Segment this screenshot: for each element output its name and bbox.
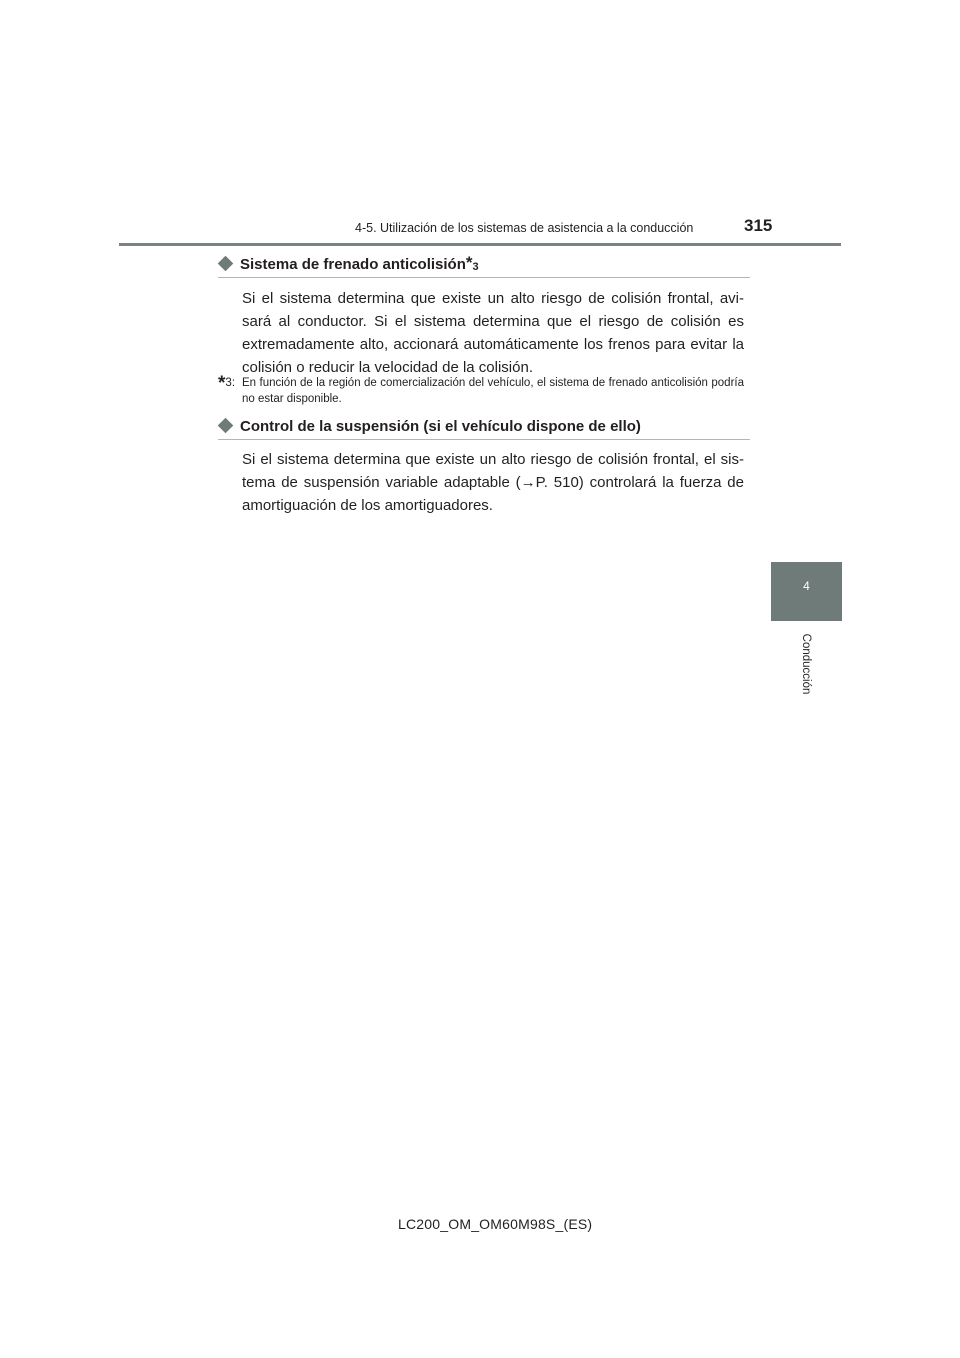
footnote-separator: : bbox=[231, 377, 236, 389]
chapter-tab-label: Conducción bbox=[800, 633, 812, 695]
section-paragraph-collision-braking: Si el sistema determina que existe un alto riesgo de colisión frontal, avi-sará al conductor. Si el sistema determina que el riesgo de colisión es extremadamente alto, accionará automáticamente los frenos para evitar la colisión o reducir la velocidad de la colisión. bbox=[242, 290, 744, 376]
footnote-number: 3 bbox=[225, 377, 232, 389]
page-number: 315 bbox=[744, 216, 773, 235]
header-section-title: 4-5. Utilización de los sistemas de asistencia a la conducción bbox=[355, 221, 694, 235]
chapter-tab bbox=[771, 562, 842, 621]
section-paragraph-suspension-control: Si el sistema determina que existe un alto riesgo de colisión frontal, el sis-tema de suspensión variable adaptable (→P. 510) controlará la fuerza de amortiguación de los amortiguadores. bbox=[242, 451, 744, 514]
diamond-bullet-icon bbox=[218, 418, 234, 434]
header-rule bbox=[119, 243, 841, 246]
heading-footnote-star: * bbox=[465, 253, 473, 272]
chapter-tab-number: 4 bbox=[803, 579, 810, 593]
heading-footnote-number: 3 bbox=[472, 261, 479, 273]
section-heading-collision-braking bbox=[218, 253, 750, 278]
document-code: LC200_OM_OM60M98S_(ES) bbox=[398, 1216, 593, 1232]
footnote bbox=[218, 375, 744, 407]
footnote-mark bbox=[218, 375, 235, 392]
diamond-bullet-icon bbox=[218, 256, 234, 272]
footnote-star: * bbox=[218, 373, 226, 394]
section-heading-text: Sistema de frenado anticolisión bbox=[240, 256, 466, 273]
section-heading-suspension-control bbox=[218, 418, 750, 440]
section-heading-text: Control de la suspensión (si el vehículo dispone de ello) bbox=[240, 418, 641, 435]
footnote-text: En función de la región de comercialización del vehículo, el sistema de frenado anticolisión podría no estar disponible. bbox=[242, 377, 744, 405]
